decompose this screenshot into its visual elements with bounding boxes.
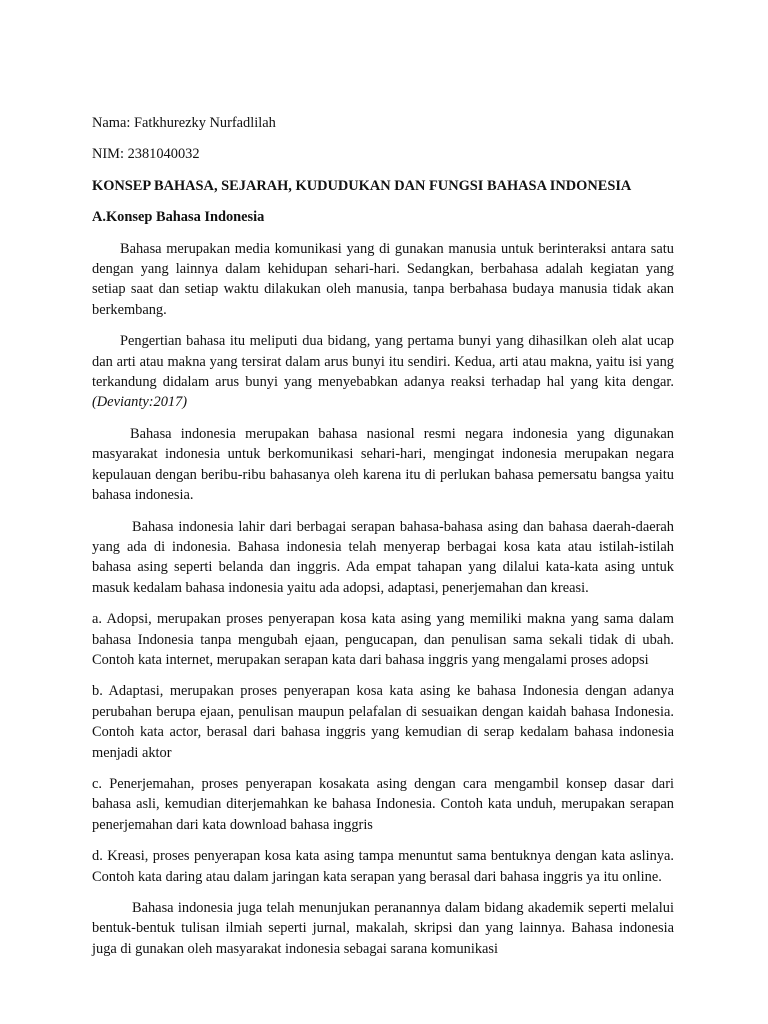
paragraph: Bahasa indonesia merupakan bahasa nasional resmi negara indonesia yang digunakan masyarakat indonesia untuk berkomunikasi sehari-hari, mengingat indonesia merupakan negara kepulauan dengan beribu-ribu bahasanya oleh karena itu di perlukan bahasa pemersatu bangsa yaitu bahasa indonesia. <box>92 425 674 504</box>
paragraph-text: Pengertian bahasa itu meliputi dua bidang, yang pertama bunyi yang dihasilkan oleh alat ucap dan arti atau makna yang tersirat dalam arus bunyi itu sendiri. Kedua, arti atau makna, yaitu isi yang terkandung didalam arus bunyi yang menyebabkan adanya reaksi terhadap hal yang kita dengar. <box>92 333 674 391</box>
document-title: KONSEP BAHASA, SEJARAH, KUDUDUKAN DAN FUNGSI BAHASA INDONESIA <box>92 177 632 194</box>
paragraph <box>92 331 674 413</box>
list-item: d. Kreasi, proses penyerapan kosa kata asing tampa menuntut sama bentuknya dengan kata aslinya. Contoh kata daring atau dalam jaringan kata serapan yang berasal dari bahasa inggris ya itu online. <box>92 848 674 885</box>
list-item: c. Penerjemahan, proses penyerapan kosakata asing dengan cara mengambil konsep dasar dari bahasa asli, kemudian diterjemahkan ke bahasa Indonesia. Contoh kata unduh, merupakan serapan penerjemahan dari kata download bahasa inggris <box>92 775 674 833</box>
citation: (Devianty:2017) <box>92 394 188 411</box>
section-heading: A.Konsep Bahasa Indonesia <box>92 209 265 226</box>
list-item: b. Adaptasi, merupakan proses penyerapan kosa kata asing ke bahasa Indonesia dengan adanya perubahan berupa ejaan, penulisan maupun pelafalan di sesuaikan dengan kaidah bahasa Indonesia. Contoh kata actor, berasal dari bahasa inggris yang kemudian di serap kedalam bahasa indonesia menjadi aktor <box>92 683 674 761</box>
list-item: a. Adopsi, merupakan proses penyerapan kosa kata asing yang memiliki makna yang sama dalam bahasa Indonesia tanpa mengubah ejaan, pengucapan, dan penulisan sama sekali tidak di ubah. Contoh kata internet, merupakan serapan kata dari bahasa inggris yang mengalami proses adopsi <box>92 611 674 668</box>
document-body <box>92 113 674 970</box>
student-nim: NIM: 2381040032 <box>92 146 200 163</box>
paragraph: Bahasa indonesia juga telah menunjukan peranannya dalam bidang akademik seperti melalui bentuk-bentuk tulisan ilmiah seperti jurnal, makalah, skripsi dan yang lainnya. Bahasa indonesia juga di gunakan oleh masyarakat indonesia sebagai sarana komunikasi <box>92 900 674 957</box>
paragraph: Bahasa indonesia lahir dari berbagai serapan bahasa-bahasa asing dan bahasa daerah-daerah yang ada di indonesia. Bahasa indonesia telah menyerap berbagai kosa kata atau istilah-istilah bahasa asing seperti belanda dan inggris. Ada empat tahapan yang dilalui kata-kata asing untuk masuk kedalam bahasa indonesia yaitu ada adopsi, adaptasi, penerjemahan dan kreasi. <box>92 518 674 596</box>
paragraph: Bahasa merupakan media komunikasi yang di gunakan manusia untuk berinteraksi antara satu dengan yang lainnya dalam kehidupan sehari-hari. Sedangkan, berbahasa adalah kegiatan yang setiap saat dan setiap waktu dilakukan oleh manusia, tanpa berbahasa budaya manusia tidak akan berkembang. <box>92 240 674 318</box>
student-name: Nama: Fatkhurezky Nurfadlilah <box>92 115 276 131</box>
